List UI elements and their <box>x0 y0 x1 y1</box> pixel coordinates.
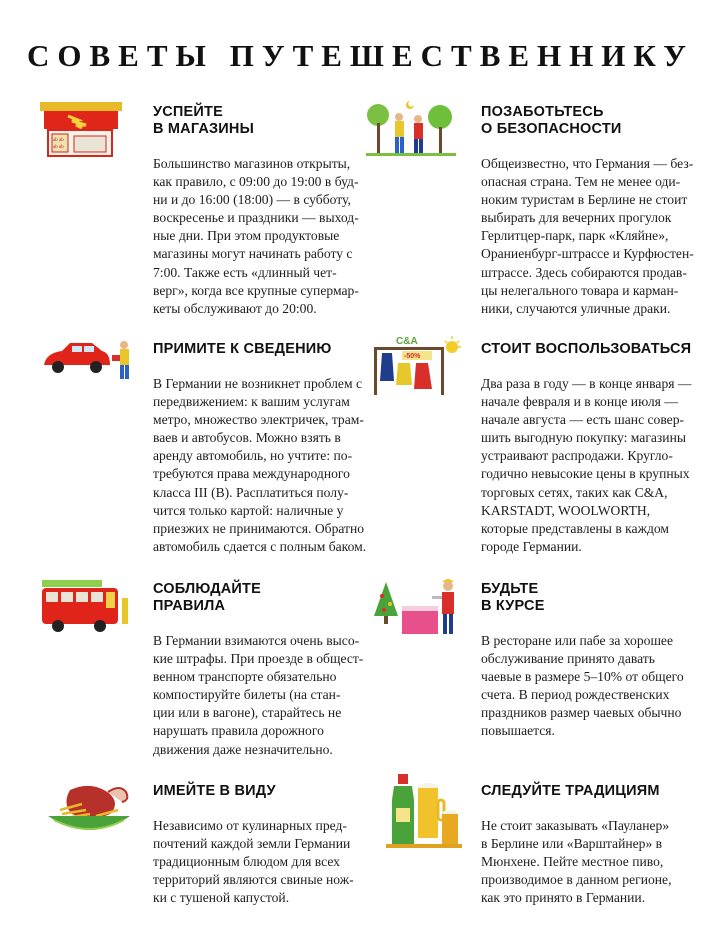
tip-heading: УСПЕЙТЕ В МАГАЗИНЫ <box>153 104 255 137</box>
tip-heading: ПОЗАБОТЬТЕСЬ О БЕЗОПАСНОСТИ <box>481 104 622 137</box>
svg-text:ab ab: ab ab <box>53 138 64 143</box>
car-rental-icon <box>40 337 132 383</box>
tip-heading: СЛЕДУЙТЕ ТРАДИЦИЯМ <box>481 783 660 799</box>
tip-text: В ресторане или пабе за хорошее обслуживание принято давать чаевые в размере 5–10% от общего счета. В период рождественских праздников размер чаевых обычно повышается. <box>481 633 684 739</box>
tip-heading: ПРИМИТЕ К СВЕДЕНИЮ <box>153 341 332 357</box>
svg-text:ab ab: ab ab <box>53 145 64 150</box>
tip-text: Два раза в году — в конце января — начале февраля и в конце июля — начале августа — есть шанс совер- шить выгодную покупку: магазины устраивают распродажи. Кругло- годично невысокие цены в крупных торговых сетях, таких как C&A, KARSTADT, WOOLWORTH, которые представлены в каждом городе Германии. <box>481 376 692 554</box>
tip-text: В Германии взимаются очень высо- кие штрафы. При проезде в общест- венном транспорте обязательно компостируйте билеты (на стан- ции или в вагоне), старайтесь не нарушать правила дорожного движения даже незначительно. <box>153 633 364 757</box>
tip-text: В Германии не возникнет проблем с передвижением: к вашим услугам метро, множество электричек, трам- ваев и автобусов. Можно взять в аренду автомобиль, но учтите: по- требуются права международного класса III (B). Расплатиться полу- чится только картой: наличные у приезжих не принимаются. Обратно автомобиль сдается с полным баком. <box>153 376 367 554</box>
sale-sign: C&A <box>396 336 418 347</box>
tip-text: Общеизвестно, что Германия — без- опасная страна. Тем не менее оди- ноким туристам в Берлине не стоит выбирать для вечерних прогулок Герлитцер-парк, парк «Кляйне», Ораниенбург-штрассе и Курфюстен- штрассе. Здесь собираются продав- цы нелегального товара и карман- ники, случаются уличные драки. <box>481 156 694 316</box>
pork-knuckle-icon <box>46 780 136 840</box>
page-title: СОВЕТЫ ПУТЕШЕСТВЕННИКУ <box>26 38 695 73</box>
restaurant-waiter-icon <box>372 576 464 638</box>
sale-percent: -50% <box>404 353 421 360</box>
tip-text: Не стоит заказывать «Пауланер» в Берлине или «Варштайнер» в Мюнхене. Пейте местное пиво, производимое в данном регионе, как это принято в Германии. <box>481 818 672 906</box>
sale-clothes-icon <box>372 333 462 397</box>
tip-heading: ИМЕЙТЕ В ВИДУ <box>153 783 276 799</box>
shop-icon <box>38 100 124 158</box>
tip-heading: БУДЬТЕ В КУРСЕ <box>481 581 545 614</box>
tip-heading: СТОИТ ВОСПОЛЬЗОВАТЬСЯ <box>481 341 692 357</box>
tip-heading: СОБЛЮДАЙТЕ ПРАВИЛА <box>153 581 261 614</box>
bus-icon <box>40 580 132 636</box>
tip-text: Независимо от кулинарных пред- почтений каждой земли Германии традиционным блюдом для всех территорий являются свиные нож- ки с тушеной капустой. <box>153 818 354 906</box>
beer-mugs-icon <box>384 774 464 850</box>
tip-text: Большинство магазинов открыты, как правило, с 09:00 до 19:00 в буд- ни и до 16:00 (18:00) — в субботу, воскресенье и праздники — выход- ные дни. При этом продуктовые магазины могут начинать работу с 7:00. Также есть «длинный чет- верг», когда все крупные супермар- кеты обслуживают до 20:00. <box>153 156 359 316</box>
park-people-icon <box>366 97 456 159</box>
